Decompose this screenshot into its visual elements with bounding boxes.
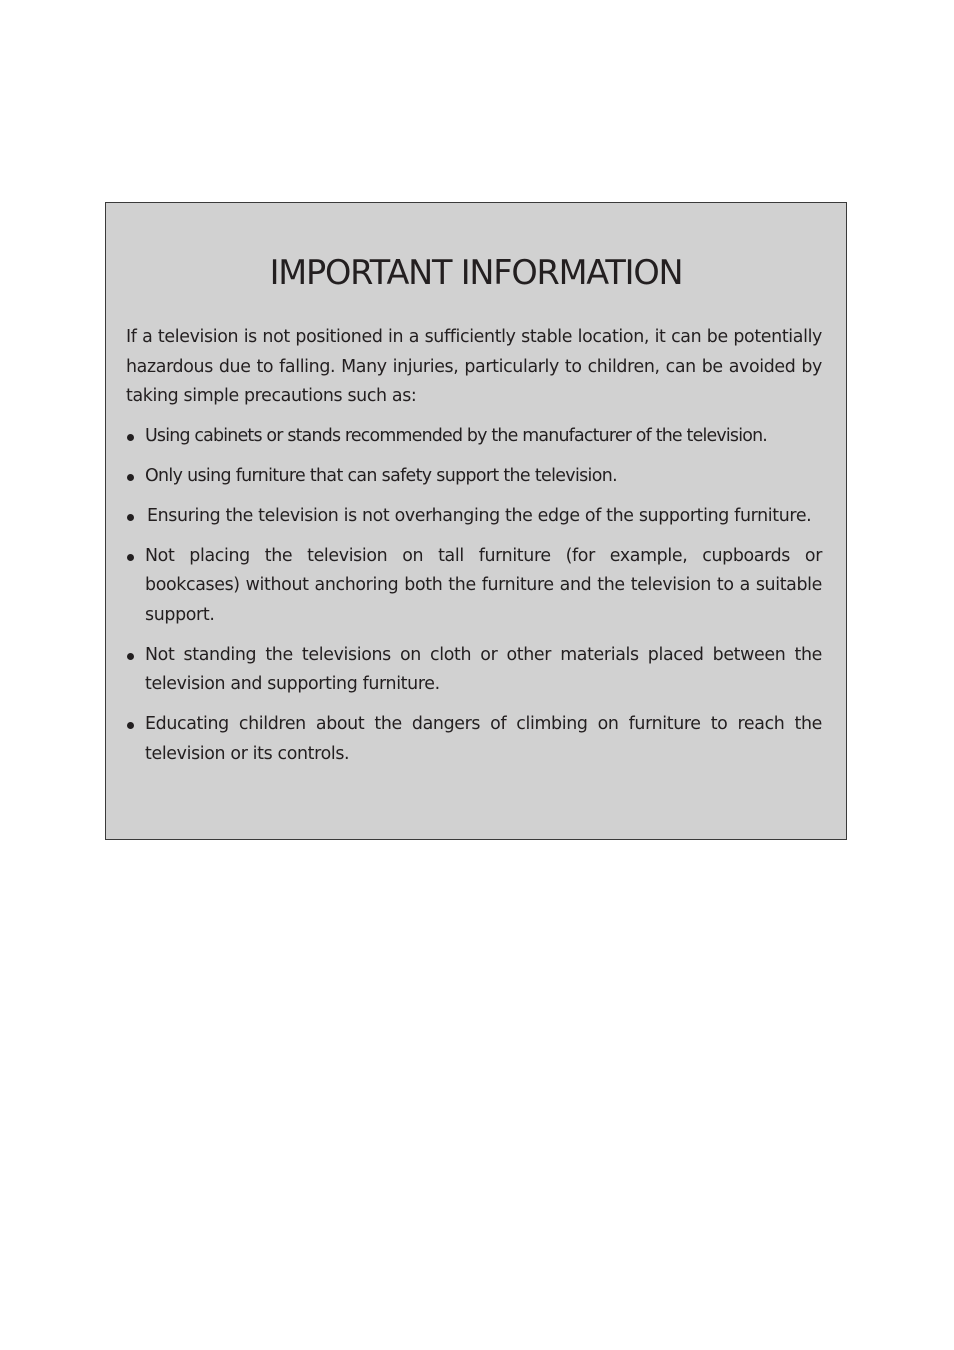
precaution-text: Educating children about the dangers of climbing on furniture to reach the television or its controls.: [145, 714, 822, 764]
notice-title: IMPORTANT INFORMATION: [269, 253, 683, 292]
intro-paragraph: If a television is not positioned in a sufficiently stable location, it can be potentially hazardous due to falling. Many injuries, particularly to children, can be avoided by taking simple precautions such as:: [126, 327, 822, 406]
precaution-item: [126, 422, 822, 452]
bullet-icon: [127, 474, 134, 481]
notice-body: [126, 323, 822, 780]
precaution-item: [126, 502, 822, 532]
precaution-text: Ensuring the television is not overhanging the edge of the supporting furniture.: [147, 505, 812, 526]
precaution-text: Not standing the televisions on cloth or other materials placed between the television and supporting furniture.: [145, 644, 822, 694]
bullet-icon: [127, 653, 134, 660]
bullet-icon: [127, 722, 134, 729]
precaution-item: [126, 542, 822, 631]
precaution-text: Only using furniture that can safety support the television.: [145, 465, 617, 486]
precaution-list: [126, 422, 822, 770]
precaution-item: [126, 462, 822, 492]
precaution-item: [126, 641, 822, 700]
precaution-text: Using cabinets or stands recommended by the manufacturer of the television.: [145, 425, 768, 446]
bullet-icon: [127, 434, 134, 441]
precaution-item: [126, 710, 822, 769]
bullet-icon: [127, 514, 134, 521]
precaution-text: Not placing the television on tall furniture (for example, cupboards or bookcases) without anchoring both the furniture and the television to a suitable support.: [145, 545, 822, 625]
bullet-icon: [127, 554, 134, 561]
important-information-box: [105, 202, 847, 840]
